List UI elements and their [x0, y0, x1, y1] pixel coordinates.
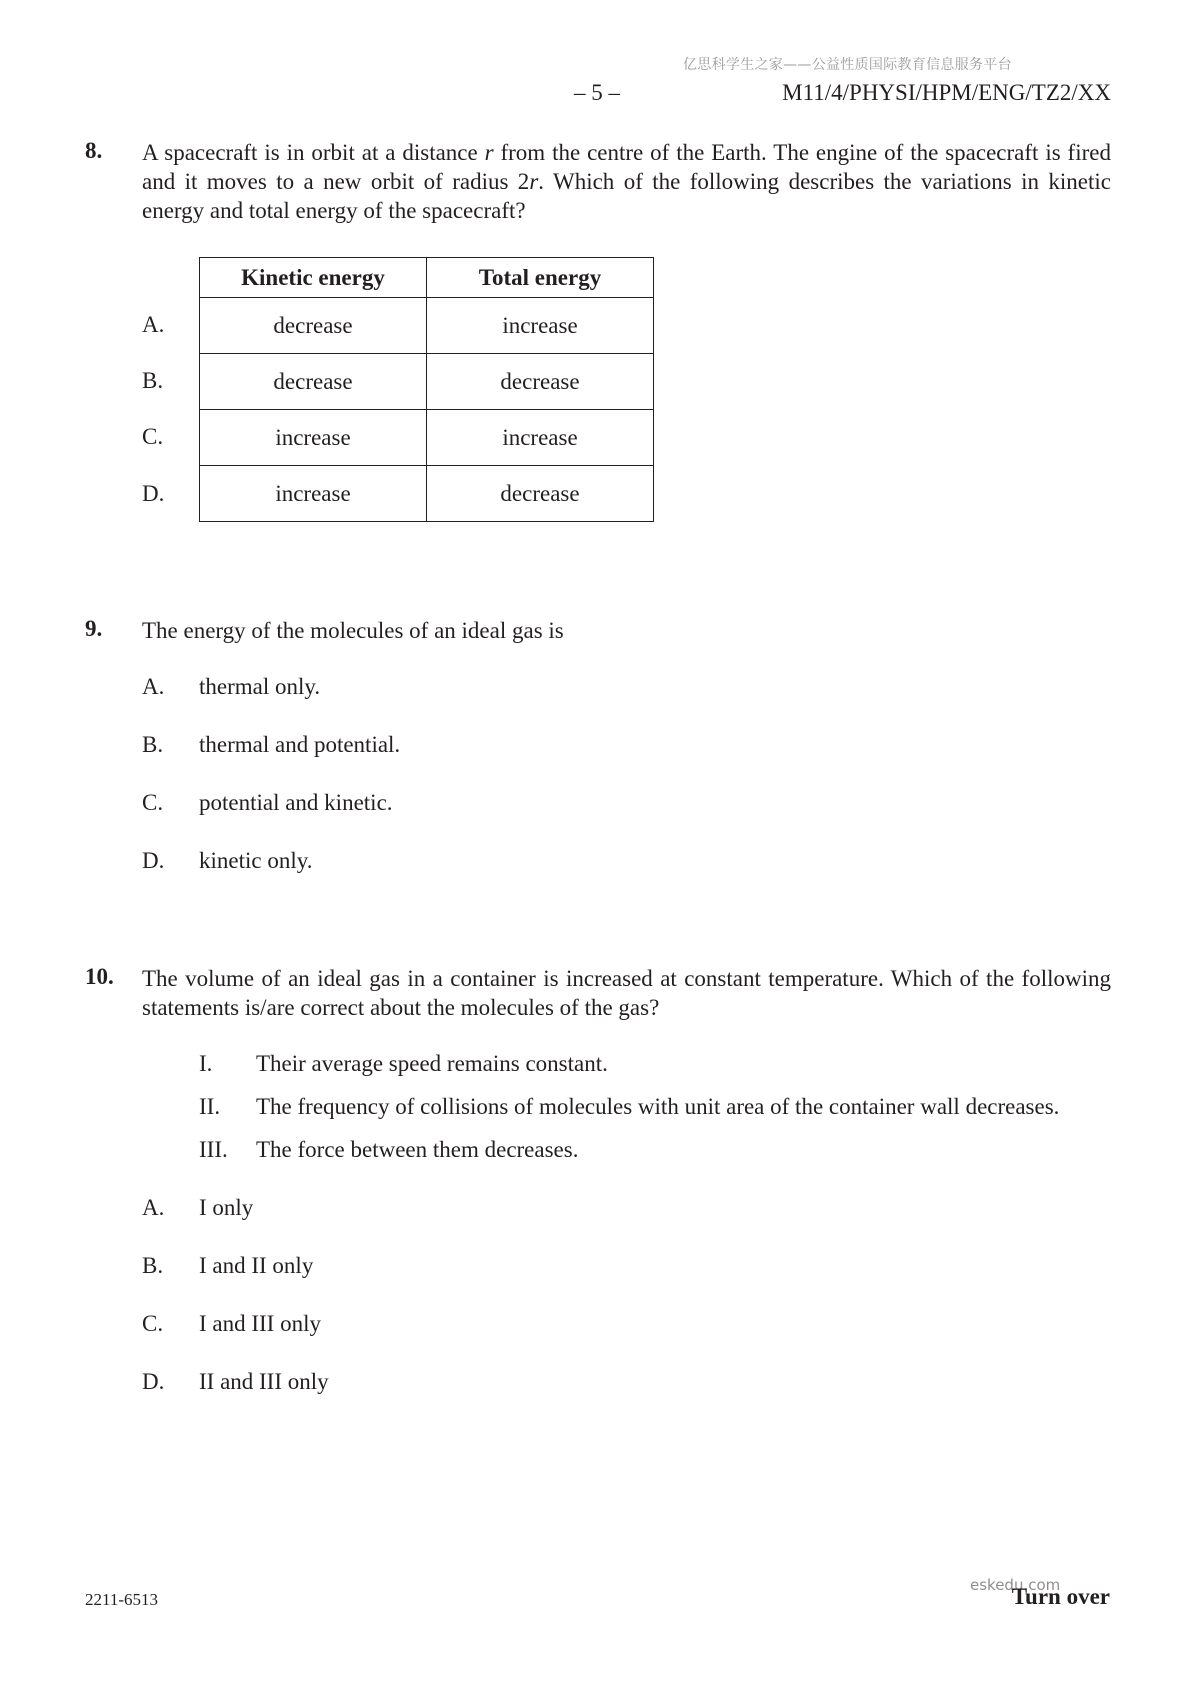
q9-option-letter-c: C.: [142, 790, 164, 815]
header-kinetic-energy: Kinetic energy: [200, 258, 427, 298]
header-watermark: 亿思科学生之家——公益性质国际教育信息服务平台: [683, 57, 1012, 73]
question-9-text: The energy of the molecules of an ideal gas is: [142, 618, 564, 643]
table-row: [200, 354, 654, 410]
row-label-a: A.: [142, 312, 165, 337]
q10-option-letter-c: C.: [142, 1311, 164, 1336]
question-8-number: 8.: [85, 138, 103, 163]
q10-statement-text-2: The frequency of collisions of molecules with unit area of the container wall decreases.: [256, 1094, 1060, 1119]
turn-over-label: Turn over: [1011, 1584, 1110, 1609]
q10-option-text-a: I only: [199, 1195, 254, 1220]
question-10-text: The volume of an ideal gas in a container is increased at constant temperature. Which of the following statements is/are correct about the molecules of the gas?: [142, 966, 1111, 1020]
table-row: [200, 410, 654, 466]
cell-total: increase: [427, 410, 654, 466]
energy-table-header-row: [200, 258, 654, 298]
q9-option-letter-d: D.: [142, 848, 165, 873]
q9-option-text-c: potential and kinetic.: [199, 790, 393, 815]
q10-statement-text-3: The force between them decreases.: [256, 1137, 579, 1162]
row-label-b: B.: [142, 368, 164, 393]
header-total-energy: Total energy: [427, 258, 654, 298]
footer-code: 2211-6513: [85, 1590, 159, 1609]
q9-option-text-a: thermal only.: [199, 674, 321, 699]
table-row: [200, 298, 654, 354]
row-label-c: C.: [142, 424, 164, 449]
cell-total: decrease: [427, 466, 654, 522]
cell-kinetic: increase: [200, 466, 427, 522]
q9-option-text-b: thermal and potential.: [199, 732, 401, 757]
footer-watermark: eskedu.com: [970, 1576, 1061, 1594]
table-row: [200, 466, 654, 522]
q10-option-letter-b: B.: [142, 1253, 164, 1278]
question-10-number: 10.: [85, 964, 114, 989]
q10-statement-numeral-1: I.: [199, 1051, 213, 1076]
document-code: M11/4/PHYSI/HPM/ENG/TZ2/XX: [782, 80, 1111, 105]
cell-kinetic: decrease: [200, 298, 427, 354]
energy-table: [199, 257, 654, 522]
cell-total: increase: [427, 298, 654, 354]
q10-option-text-d: II and III only: [199, 1369, 329, 1394]
q10-option-letter-d: D.: [142, 1369, 165, 1394]
q9-option-letter-b: B.: [142, 732, 164, 757]
cell-kinetic: decrease: [200, 354, 427, 410]
q10-statement-numeral-3: III.: [199, 1137, 228, 1162]
question-8-text: A spacecraft is in orbit at a distance r from the centre of the Earth. The engine of the spacecraft is fired and it moves to a new orbit of radius 2r. Which of the following describes the variations in kinetic energy and total energy of the spacecraft?: [142, 140, 1111, 223]
q10-option-letter-a: A.: [142, 1195, 165, 1220]
q10-option-text-c: I and III only: [199, 1311, 321, 1336]
q10-option-text-b: I and II only: [199, 1253, 314, 1278]
cell-kinetic: increase: [200, 410, 427, 466]
question-9-number: 9.: [85, 616, 103, 641]
row-label-d: D.: [142, 481, 165, 506]
q9-option-text-d: kinetic only.: [199, 848, 313, 873]
q9-option-letter-a: A.: [142, 674, 165, 699]
cell-total: decrease: [427, 354, 654, 410]
q10-statement-text-1: Their average speed remains constant.: [256, 1051, 608, 1076]
q10-statement-numeral-2: II.: [199, 1094, 221, 1119]
page-number: – 5 –: [574, 80, 620, 105]
